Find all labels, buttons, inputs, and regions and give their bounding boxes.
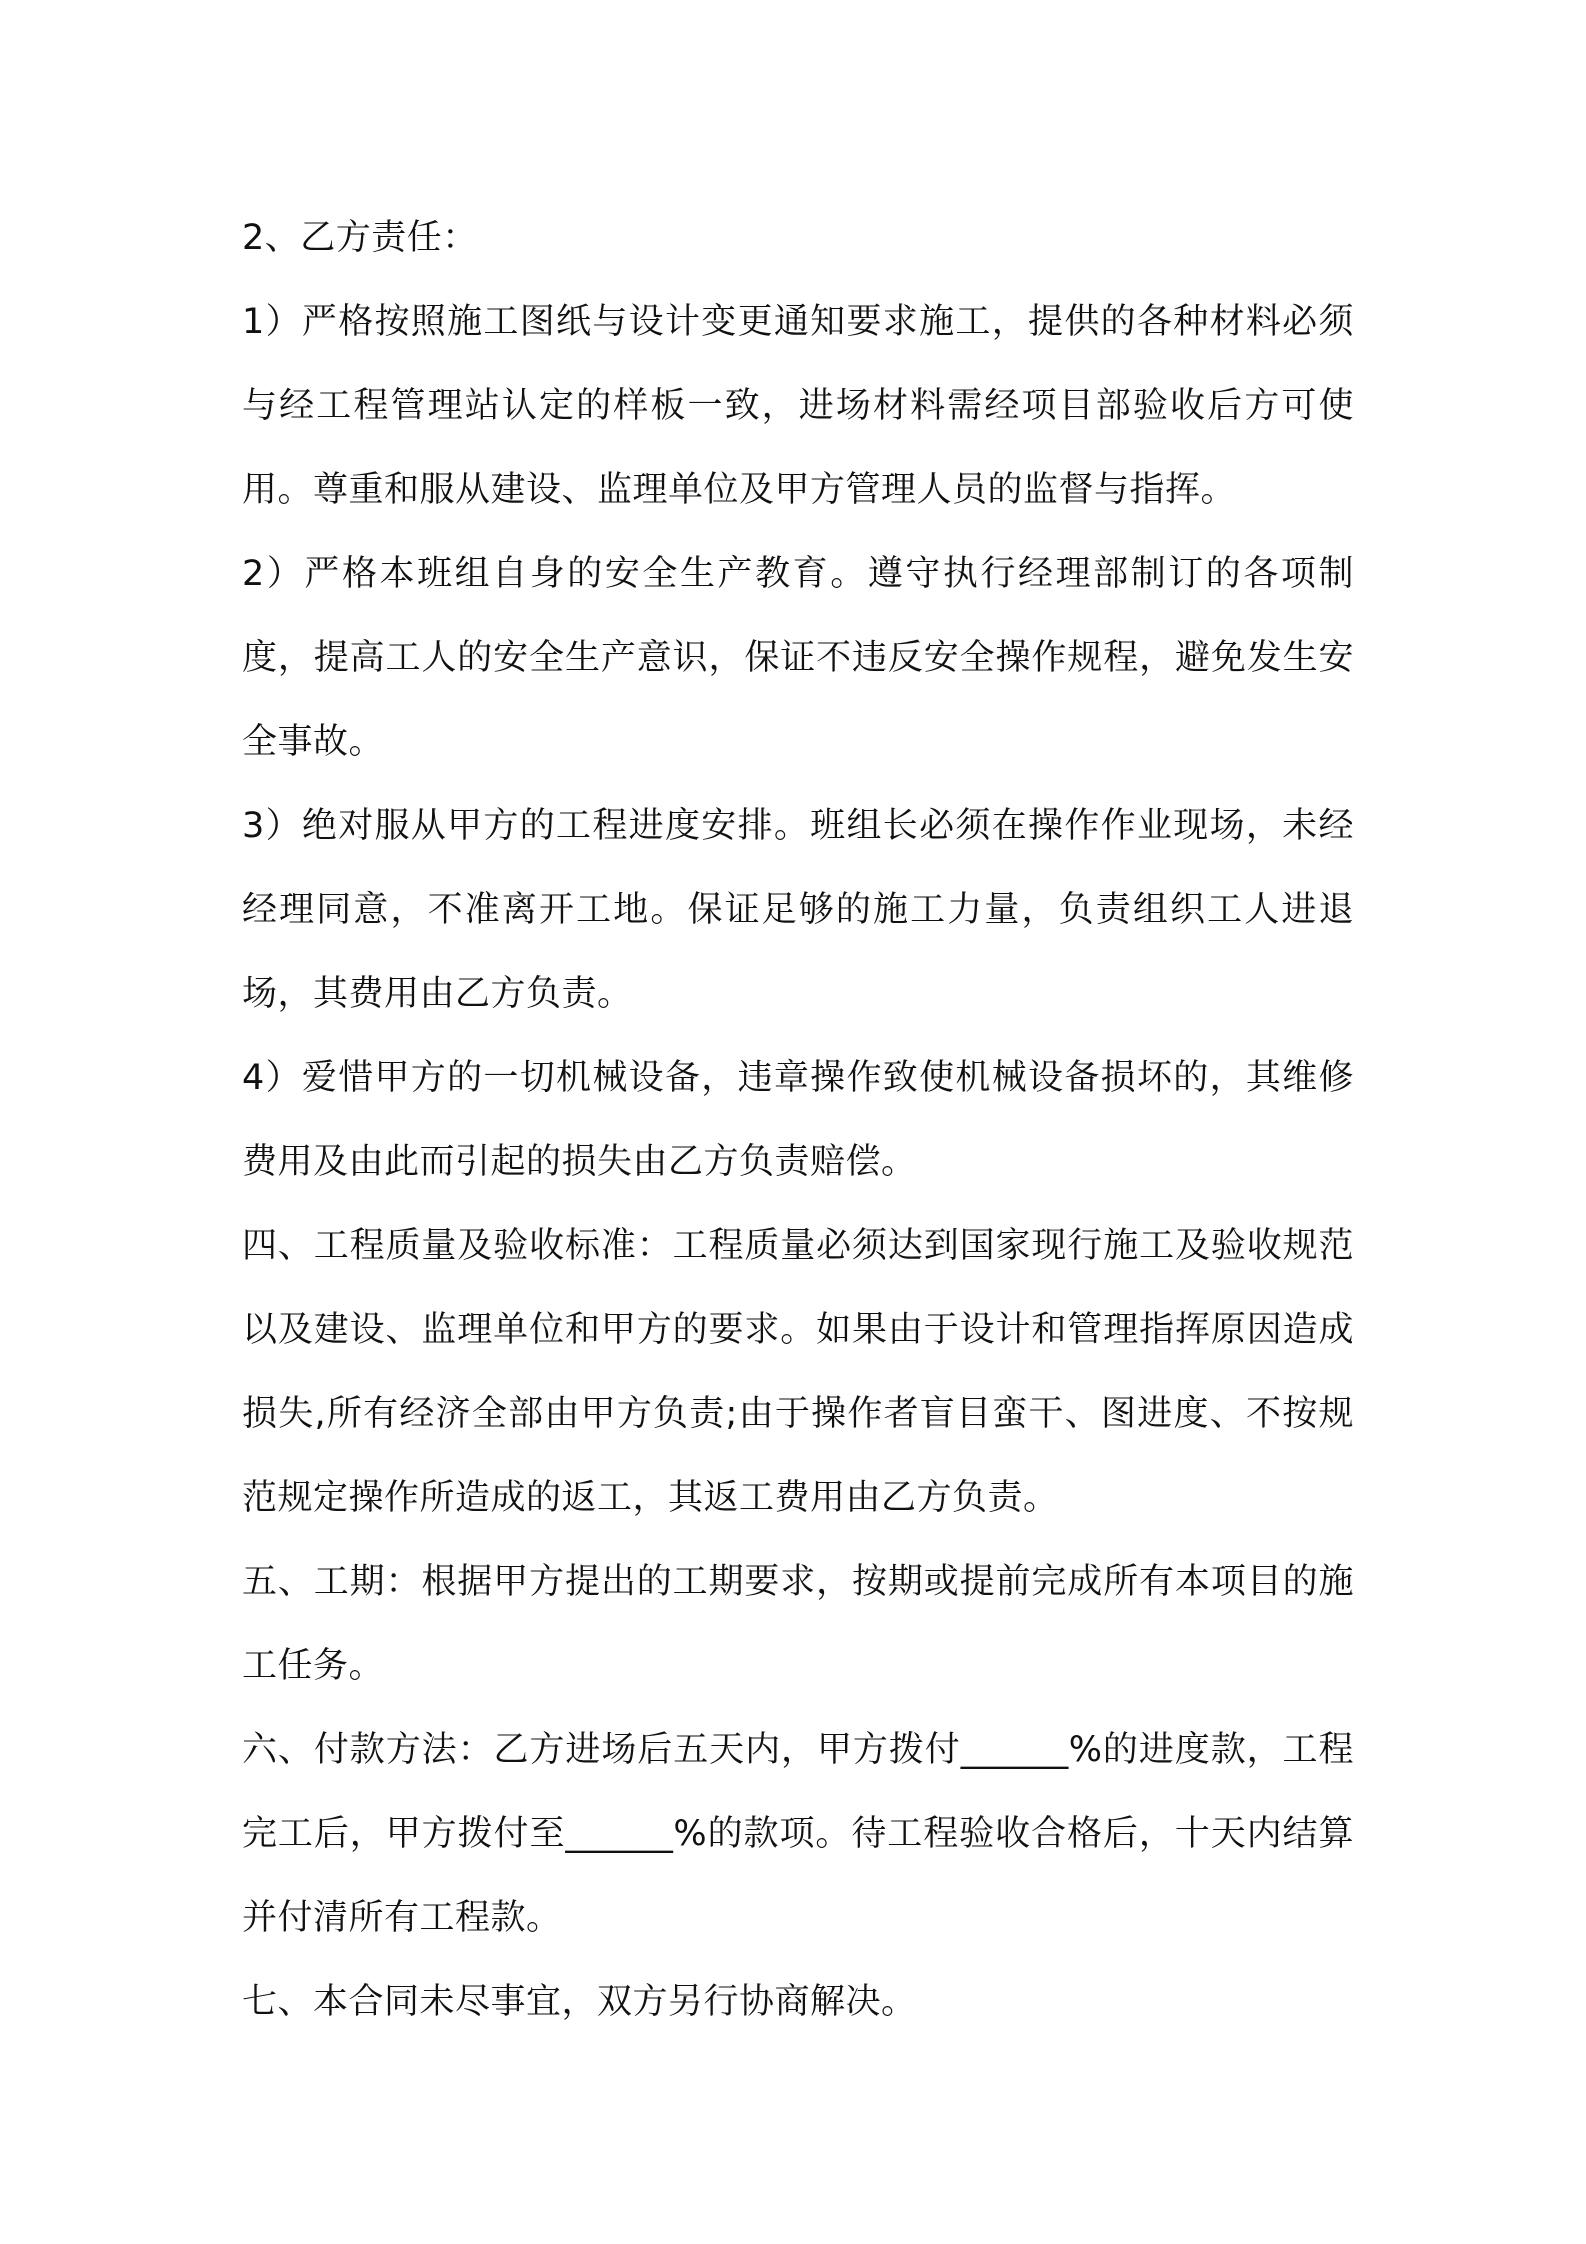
- paragraph-section-5-duration: 五、工期：根据甲方提出的工期要求，按期或提前完成所有本项目的施工任务。: [242, 1562, 1354, 1686]
- document-body: [242, 196, 1354, 2044]
- paragraph-party-b-responsibility-heading: 2、乙方责任：: [242, 218, 478, 258]
- paragraph-section-4-quality: 四、工程质量及验收标准：工程质量必须达到国家现行施工及验收规范以及建设、监理单位和甲方的要求。如果由于设计和管理指挥原因造成损失,所有经济全部由甲方负责;由于操作者盲目蛮干、图进度、不按规范规定操作所造成的返工，其返工费用由乙方负责。: [242, 1226, 1354, 1518]
- paragraph-clause-3-schedule: 3）绝对服从甲方的工程进度安排。班组长必须在操作作业现场，未经经理同意，不准离开工地。保证足够的施工力量，负责组织工人进退场，其费用由乙方负责。: [242, 806, 1354, 1014]
- paragraph-clause-2-safety: 2）严格本班组自身的安全生产教育。遵守执行经理部制订的各项制度，提高工人的安全生产意识，保证不违反安全操作规程，避免发生安全事故。: [242, 554, 1354, 762]
- paragraph-section-6-payment: 六、付款方法：乙方进场后五天内，甲方拨付______%的进度款，工程完工后，甲方拨付至______%的款项。待工程验收合格后，十天内结算并付清所有工程款。: [242, 1730, 1354, 1938]
- paragraph-clause-4-equipment: 4）爱惜甲方的一切机械设备，违章操作致使机械设备损坏的，其维修费用及由此而引起的损失由乙方负责赔偿。: [242, 1058, 1354, 1182]
- paragraph-clause-1-construction: 1）严格按照施工图纸与设计变更通知要求施工，提供的各种材料必须与经工程管理站认定的样板一致，进场材料需经项目部验收后方可使用。尊重和服从建设、监理单位及甲方管理人员的监督与指挥。: [242, 302, 1354, 510]
- paragraph-section-7-other: 七、本合同未尽事宜，双方另行协商解决。: [242, 1982, 917, 2022]
